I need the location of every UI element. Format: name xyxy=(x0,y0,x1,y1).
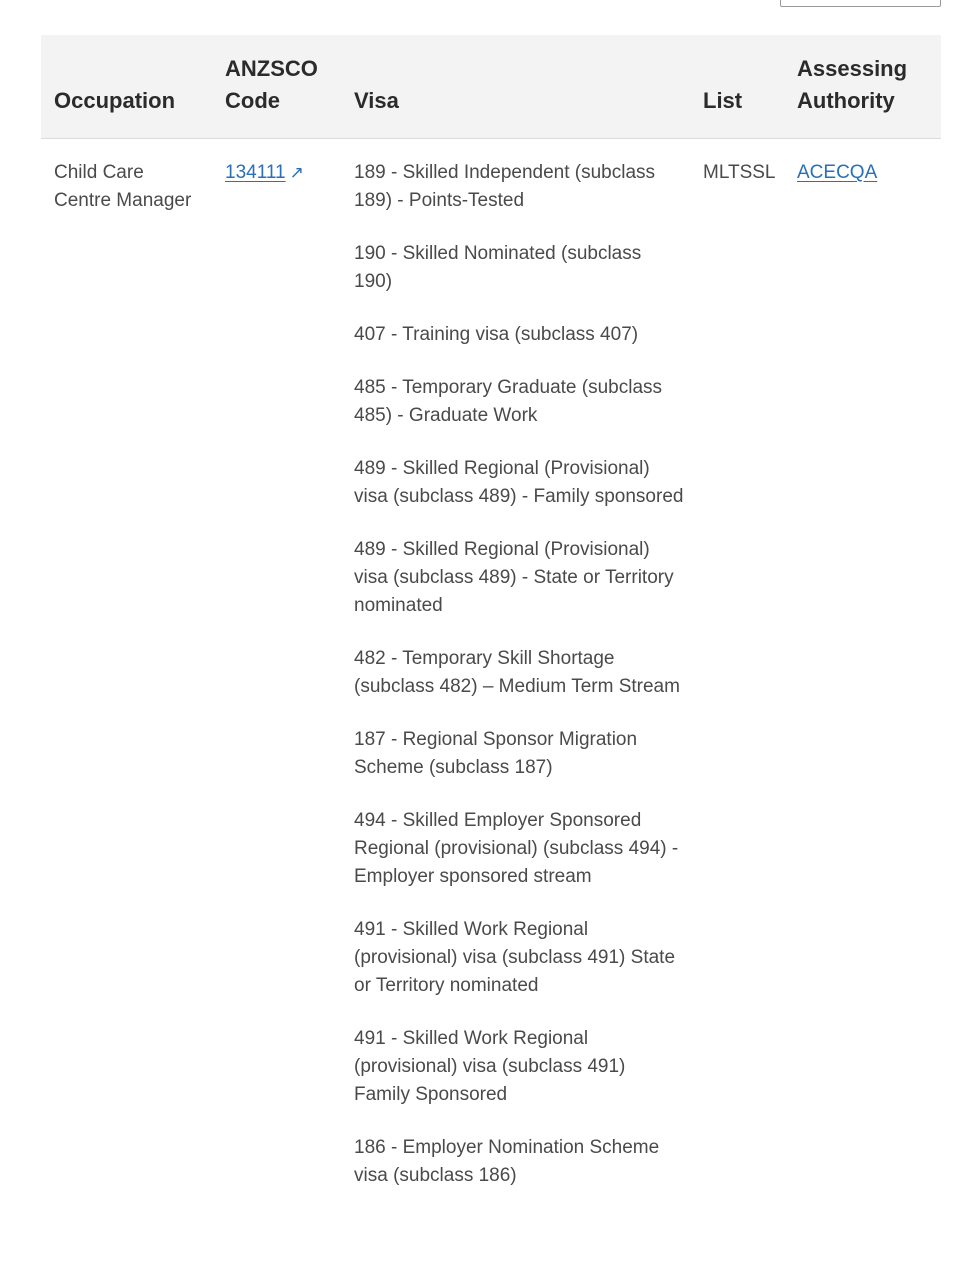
header-list-label: List xyxy=(703,88,743,113)
header-anzsco-label-line1: ANZSCO xyxy=(225,56,318,81)
header-authority-label-line1: Assessing xyxy=(797,56,908,81)
occupation-name-line1: Child Care xyxy=(54,162,144,183)
header-visa xyxy=(354,85,399,117)
visa-list xyxy=(354,159,684,1190)
assessing-authority-link[interactable]: ACECQA xyxy=(797,162,878,183)
visa-item: 489 - Skilled Regional (Provisional) visa (subclass 489) - State or Territory nominated xyxy=(354,539,674,616)
visa-cell xyxy=(354,159,684,1215)
table-header xyxy=(41,35,941,139)
header-assessing-authority xyxy=(797,53,937,117)
list-value: MLTSSL xyxy=(703,162,776,183)
visa-item: 187 - Regional Sponsor Migration Scheme (subclass 187) xyxy=(354,729,638,778)
search-input[interactable] xyxy=(780,0,941,7)
occupation-cell xyxy=(54,159,204,215)
visa-item: 485 - Temporary Graduate (subclass 485) - Graduate Work xyxy=(354,377,663,426)
visa-item: 482 - Temporary Skill Shortage (subclass 482) – Medium Term Stream xyxy=(354,648,680,697)
visa-item: 190 - Skilled Nominated (subclass 190) xyxy=(354,243,642,292)
visa-item: 491 - Skilled Work Regional (provisional) visa (subclass 491) State or Territory nominated xyxy=(354,919,676,996)
visa-item: 489 - Skilled Regional (Provisional) visa (subclass 489) - Family sponsored xyxy=(354,458,684,507)
anzsco-code-text: 134111 xyxy=(225,162,286,183)
header-anzsco-label-line2: Code xyxy=(225,88,280,113)
external-link-icon: ↗ xyxy=(289,163,304,182)
header-authority-label-line2: Authority xyxy=(797,88,895,113)
occupation-name-line2: Centre Manager xyxy=(54,190,192,211)
header-occupation xyxy=(54,85,175,117)
header-anzsco-code xyxy=(225,53,335,117)
visa-item: 186 - Employer Nomination Scheme visa (subclass 186) xyxy=(354,1137,660,1186)
list-cell xyxy=(703,159,776,187)
visa-item: 491 - Skilled Work Regional (provisional) visa (subclass 491) Family Sponsored xyxy=(354,1028,626,1105)
anzsco-cell xyxy=(225,159,304,187)
visa-item: 189 - Skilled Independent (subclass 189) - Points-Tested xyxy=(354,162,656,211)
header-list xyxy=(703,85,742,117)
header-occupation-label: Occupation xyxy=(54,88,176,113)
visa-item: 494 - Skilled Employer Sponsored Regional (provisional) (subclass 494) - Employer sponsored stream xyxy=(354,810,679,887)
authority-cell xyxy=(797,159,877,187)
visa-item: 407 - Training visa (subclass 407) xyxy=(354,324,639,345)
header-visa-label: Visa xyxy=(354,88,399,113)
anzsco-code-link[interactable] xyxy=(225,162,304,183)
occupation-table xyxy=(41,35,941,1186)
